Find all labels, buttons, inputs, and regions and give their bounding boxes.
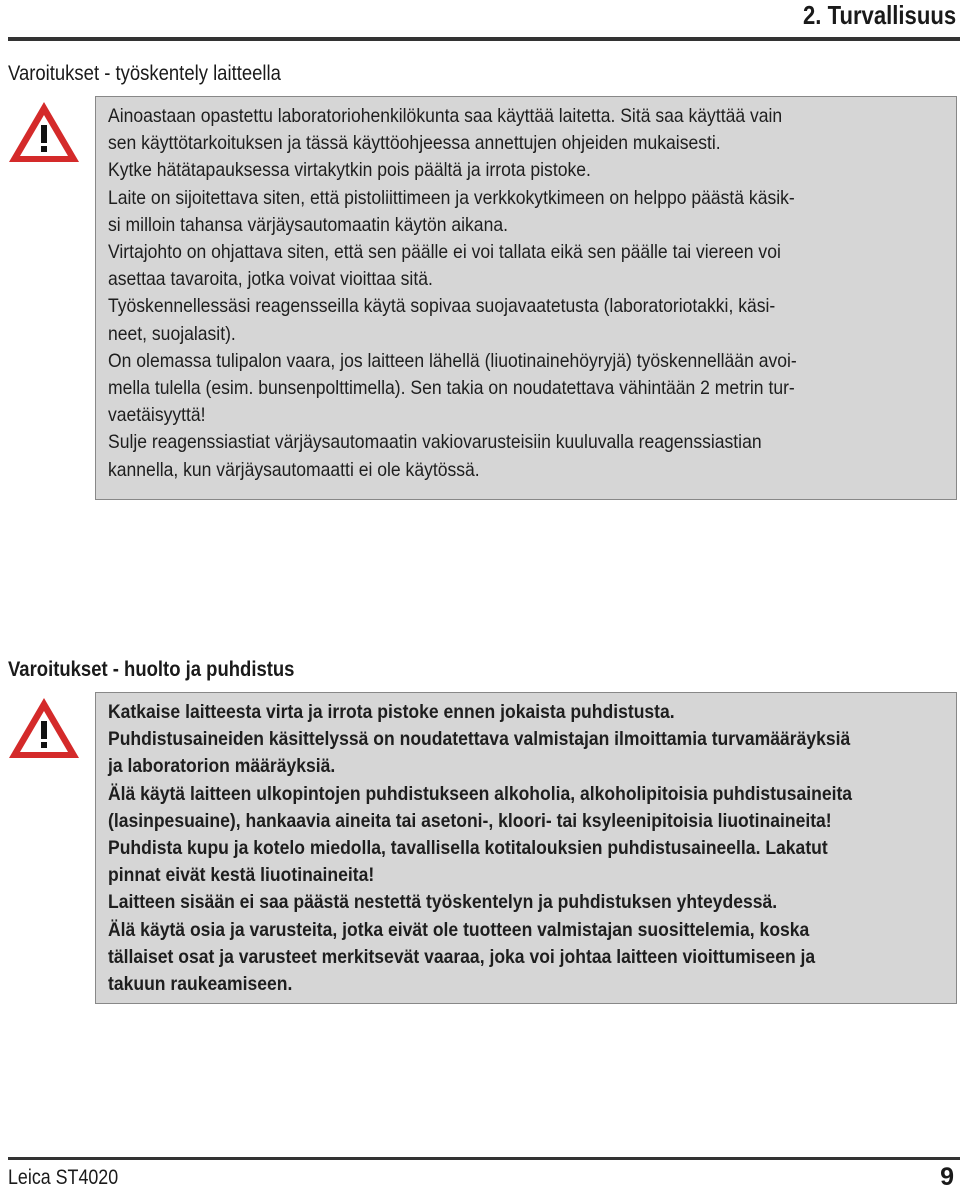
warning-triangle-icon — [6, 695, 82, 761]
warning-line: ja laboratorion määräyksiä. — [108, 755, 336, 778]
warning-line: vaetäisyyttä! — [108, 404, 206, 427]
warning-line: mella tulella (esim. bunsenpolttimella). Sen takia on noudatettava vähintään 2 metrin tur- — [108, 377, 795, 400]
warning-line: Älä käytä osia ja varusteita, jotka eivät ole tuotteen valmistajan suosittelemia, koska — [108, 918, 810, 941]
warning-box-maintenance — [95, 692, 957, 1004]
warning-triangle-icon — [6, 99, 82, 165]
page-header-title: 2. Turvallisuus — [802, 0, 956, 30]
warning-line: Laitteen sisään ei saa päästä nestettä työskentelyn ja puhdistuksen yhteydessä. — [108, 891, 778, 914]
warning-line: takuun raukeamiseen. — [108, 973, 293, 996]
page-number: 9 — [940, 1163, 954, 1191]
warning-line: Ainoastaan opastettu laboratoriohenkilökunta saa käyttää laitetta. Sitä saa käyttää vain — [108, 105, 783, 127]
warning-line: sen käyttötarkoituksen ja tässä käyttöohjeessa annettujen ohjeiden mukaisesti. — [108, 132, 721, 155]
warning-line: Puhdista kupu ja kotelo miedolla, tavallisella kotitalouksien puhdistusaineella. Lakatut — [108, 837, 828, 860]
section-heading-maintenance: Varoitukset - huolto ja puhdistus — [8, 658, 295, 681]
footer-product-name: Leica ST4020 — [8, 1166, 119, 1189]
section-heading-operation: Varoitukset - työskentely laitteella — [8, 62, 281, 85]
warning-line: Puhdistusaineiden käsittelyssä on noudatettava valmistajan ilmoittamia turvamääräyksiä — [108, 728, 851, 751]
warning-line: Katkaise laitteesta virta ja irrota pistoke ennen jokaista puhdistusta. — [108, 701, 675, 723]
warning-line: pinnat eivät kestä liuotinaineita! — [108, 864, 375, 887]
warning-line: asettaa tavaroita, jotka voivat vioittaa sitä. — [108, 268, 433, 291]
warning-line: Sulje reagenssiastiat värjäysautomaatin vakiovarusteisiin kuuluvalla reagenssiastian — [108, 431, 762, 454]
warning-line: si milloin tahansa värjäysautomaatin käytön aikana. — [108, 213, 508, 236]
warning-line: Älä käytä laitteen ulkopintojen puhdistukseen alkoholia, alkoholipitoisia puhdistusaineita — [108, 782, 853, 805]
warning-line: On olemassa tulipalon vaara, jos laitteen lähellä (liuotinainehöyryjä) työskennellään avoi- — [108, 349, 797, 372]
header-rule — [8, 37, 960, 41]
warning-line: (lasinpesuaine), hankaavia aineita tai asetoni-, kloori- tai ksyleenipitoisia liuotinaineita! — [108, 809, 832, 832]
warning-line: kannella, kun värjäysautomaatti ei ole käytössä. — [108, 458, 480, 481]
footer-rule — [8, 1157, 960, 1160]
warning-line: Työskennellessäsi reagensseilla käytä sopivaa suojavaatetusta (laboratoriotakki, käsi- — [108, 295, 776, 318]
warning-line: Laite on sijoitettava siten, että pistoliittimeen ja verkkokytkimeen on helppo päästä käsik- — [108, 186, 795, 209]
warning-line: tällaiset osat ja varusteet merkitsevät vaaraa, joka voi johtaa laitteen vioittumiseen ja — [108, 945, 816, 968]
warning-line: Kytke hätätapauksessa virtakytkin pois päältä ja irrota pistoke. — [108, 159, 591, 182]
warning-box-operation — [95, 96, 957, 500]
warning-line: Virtajohto on ohjattava siten, että sen päälle ei voi tallata eikä sen päälle tai viereen voi — [108, 241, 781, 264]
warning-line: neet, suojalasit). — [108, 322, 236, 345]
